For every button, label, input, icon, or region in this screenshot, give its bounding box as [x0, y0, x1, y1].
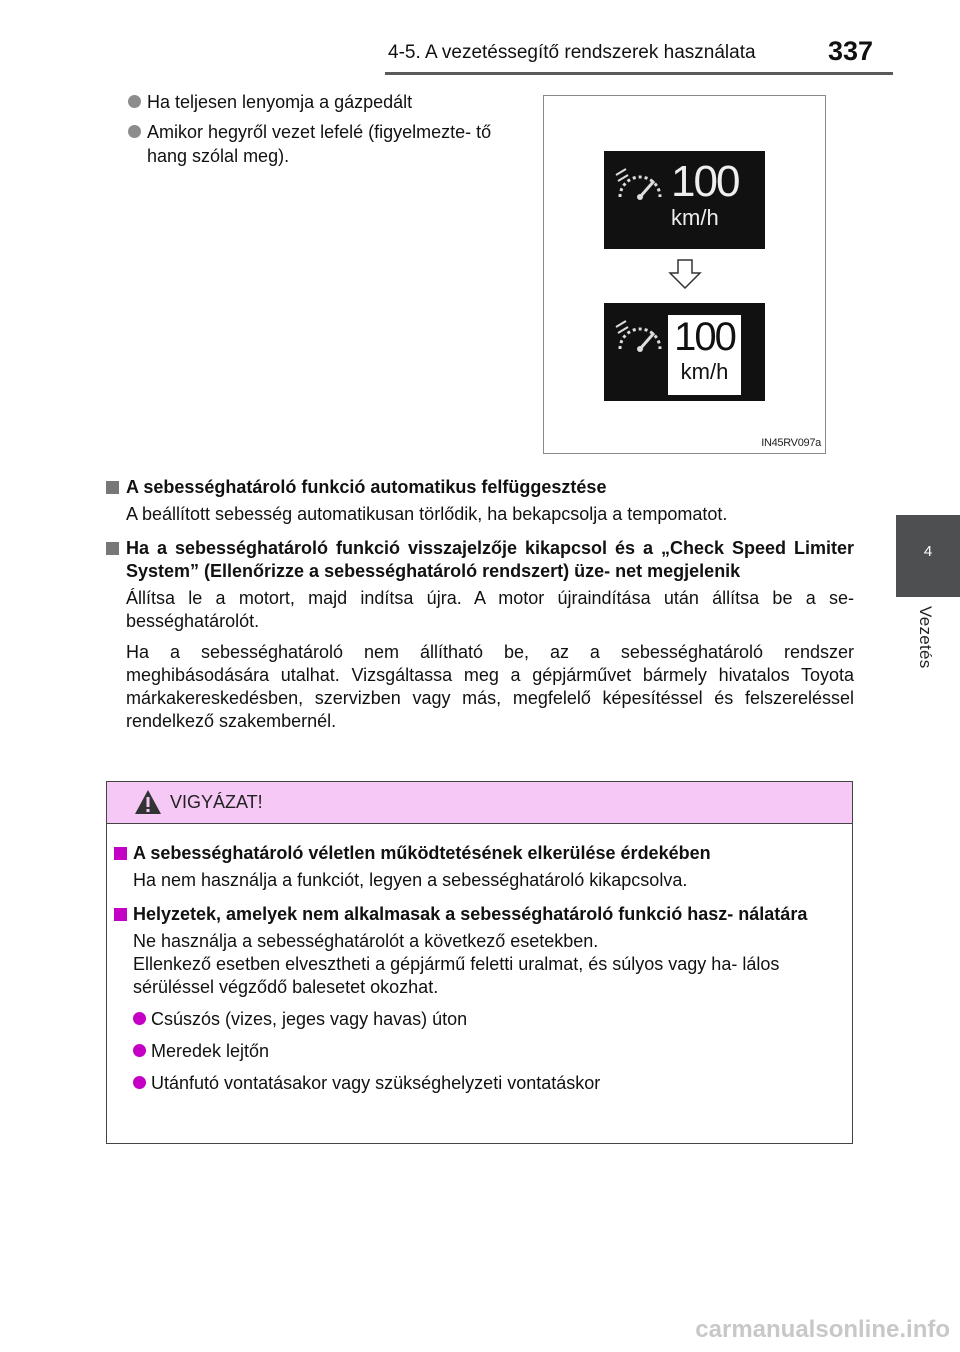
bullet-list: [128, 90, 528, 174]
warning-item-heading: [114, 842, 844, 865]
speed-readout-highlighted: [668, 315, 741, 395]
warning-item: [114, 842, 844, 892]
display-screen-highlighted: [604, 303, 765, 401]
list-item: [128, 120, 528, 168]
chapter-number: 4: [923, 543, 933, 560]
warning-square-icon: [114, 847, 127, 860]
speed-display-figure: [543, 95, 826, 454]
page-number: 337: [828, 36, 874, 66]
bullet-dot-icon: [133, 1076, 146, 1089]
warning-box: [106, 781, 853, 1144]
warning-paragraph: Ellenkező esetben elvesztheti a gépjármű feletti uralmat, és súlyos vagy ha- lálos sérüléssel végződő balesetet okozhat.: [133, 954, 780, 997]
section-auto-suspend: [106, 476, 854, 526]
list-item: [128, 90, 528, 114]
section-paragraph: Állítsa le a motort, majd indítsa újra. A motor újraindítása után állítsa be a se- bességhatárolót.: [126, 588, 854, 631]
speed-readout: [671, 159, 759, 243]
section-heading: [106, 537, 854, 583]
warning-list-item: [114, 1007, 844, 1031]
section-paragraph: A beállított sebesség automatikusan törlődik, ha bekapcsolja a tempomatot.: [126, 504, 728, 524]
header-divider: [385, 72, 893, 75]
speed-limiter-gauge-icon: [612, 165, 668, 205]
bullet-dot-icon: [133, 1044, 146, 1057]
chapter-label: Vezetés: [916, 606, 935, 669]
speed-value: 100: [671, 157, 739, 206]
section-square-icon: [106, 542, 119, 555]
chapter-tab: [896, 515, 960, 597]
speed-value: 100: [674, 315, 735, 359]
warning-item: [114, 903, 844, 1095]
bullet-dot-icon: [128, 95, 141, 108]
warning-list-item: [114, 1071, 844, 1095]
section-heading-text: Ha a sebességhatároló funkció visszajelzője kikapcsol és a „Check Speed Limiter System” (Ellenőrizze a sebességhatároló rendszert) üze- net megjelenik: [126, 538, 854, 581]
warning-list-text: Meredek lejtőn: [151, 1041, 270, 1061]
bullet-dot-icon: [128, 125, 141, 138]
speed-limiter-gauge-icon: [612, 317, 668, 357]
figure-code: IN45RV097a: [761, 437, 821, 449]
warning-paragraph: Ha nem használja a funkciót, legyen a sebességhatároló kikapcsolva.: [133, 870, 688, 890]
warning-item-heading: [114, 903, 844, 926]
warning-list-text: Csúszós (vizes, jeges vagy havas) úton: [151, 1009, 468, 1029]
warning-list-text: Utánfutó vontatásakor vagy szükséghelyzeti vontatáskor: [151, 1073, 601, 1093]
section-square-icon: [106, 481, 119, 494]
arrow-down-icon: [668, 259, 702, 289]
footer-watermark: carmanualsonline.info: [695, 1316, 950, 1343]
warning-square-icon: [114, 908, 127, 921]
list-item-text: Amikor hegyről vezet lefelé (figyelmezte- tő hang szólal meg).: [147, 122, 492, 166]
speed-unit: km/h: [671, 205, 719, 230]
list-item-text: Ha teljesen lenyomja a gázpedált: [147, 92, 413, 112]
section-heading-text: A sebességhatároló funkció automatikus felfüggesztése: [126, 477, 607, 497]
warning-paragraph: Ne használja a sebességhatárolót a következő esetekben.: [133, 931, 599, 951]
section-heading: [106, 476, 854, 499]
warning-header: [107, 782, 852, 824]
warning-heading-text: Helyzetek, amelyek nem alkalmasak a sebességhatároló funkció hasz- nálatára: [133, 904, 808, 924]
section-check-speed-limiter: [106, 537, 854, 733]
warning-title: VIGYÁZAT!: [170, 792, 263, 812]
section-paragraph: Ha a sebességhatároló nem állítható be, az a sebességhatároló rendszer meghibásodására utalhat. Vizsgáltassa meg a gépjárművet bármely hivatalos Toyota márkakereskedésben, szervizben vagy más, megfelelő képesítéssel és felszereléssel rendelkező szakembernél.: [126, 642, 854, 731]
warning-list-item: [114, 1039, 844, 1063]
warning-heading-text: A sebességhatároló véletlen működtetésének elkerülése érdekében: [133, 843, 711, 863]
warning-triangle-icon: [133, 788, 163, 816]
display-screen-normal: [604, 151, 765, 249]
section-title: 4-5. A vezetéssegítő rendszerek használata: [388, 42, 756, 63]
bullet-dot-icon: [133, 1012, 146, 1025]
speed-unit: km/h: [680, 359, 729, 384]
